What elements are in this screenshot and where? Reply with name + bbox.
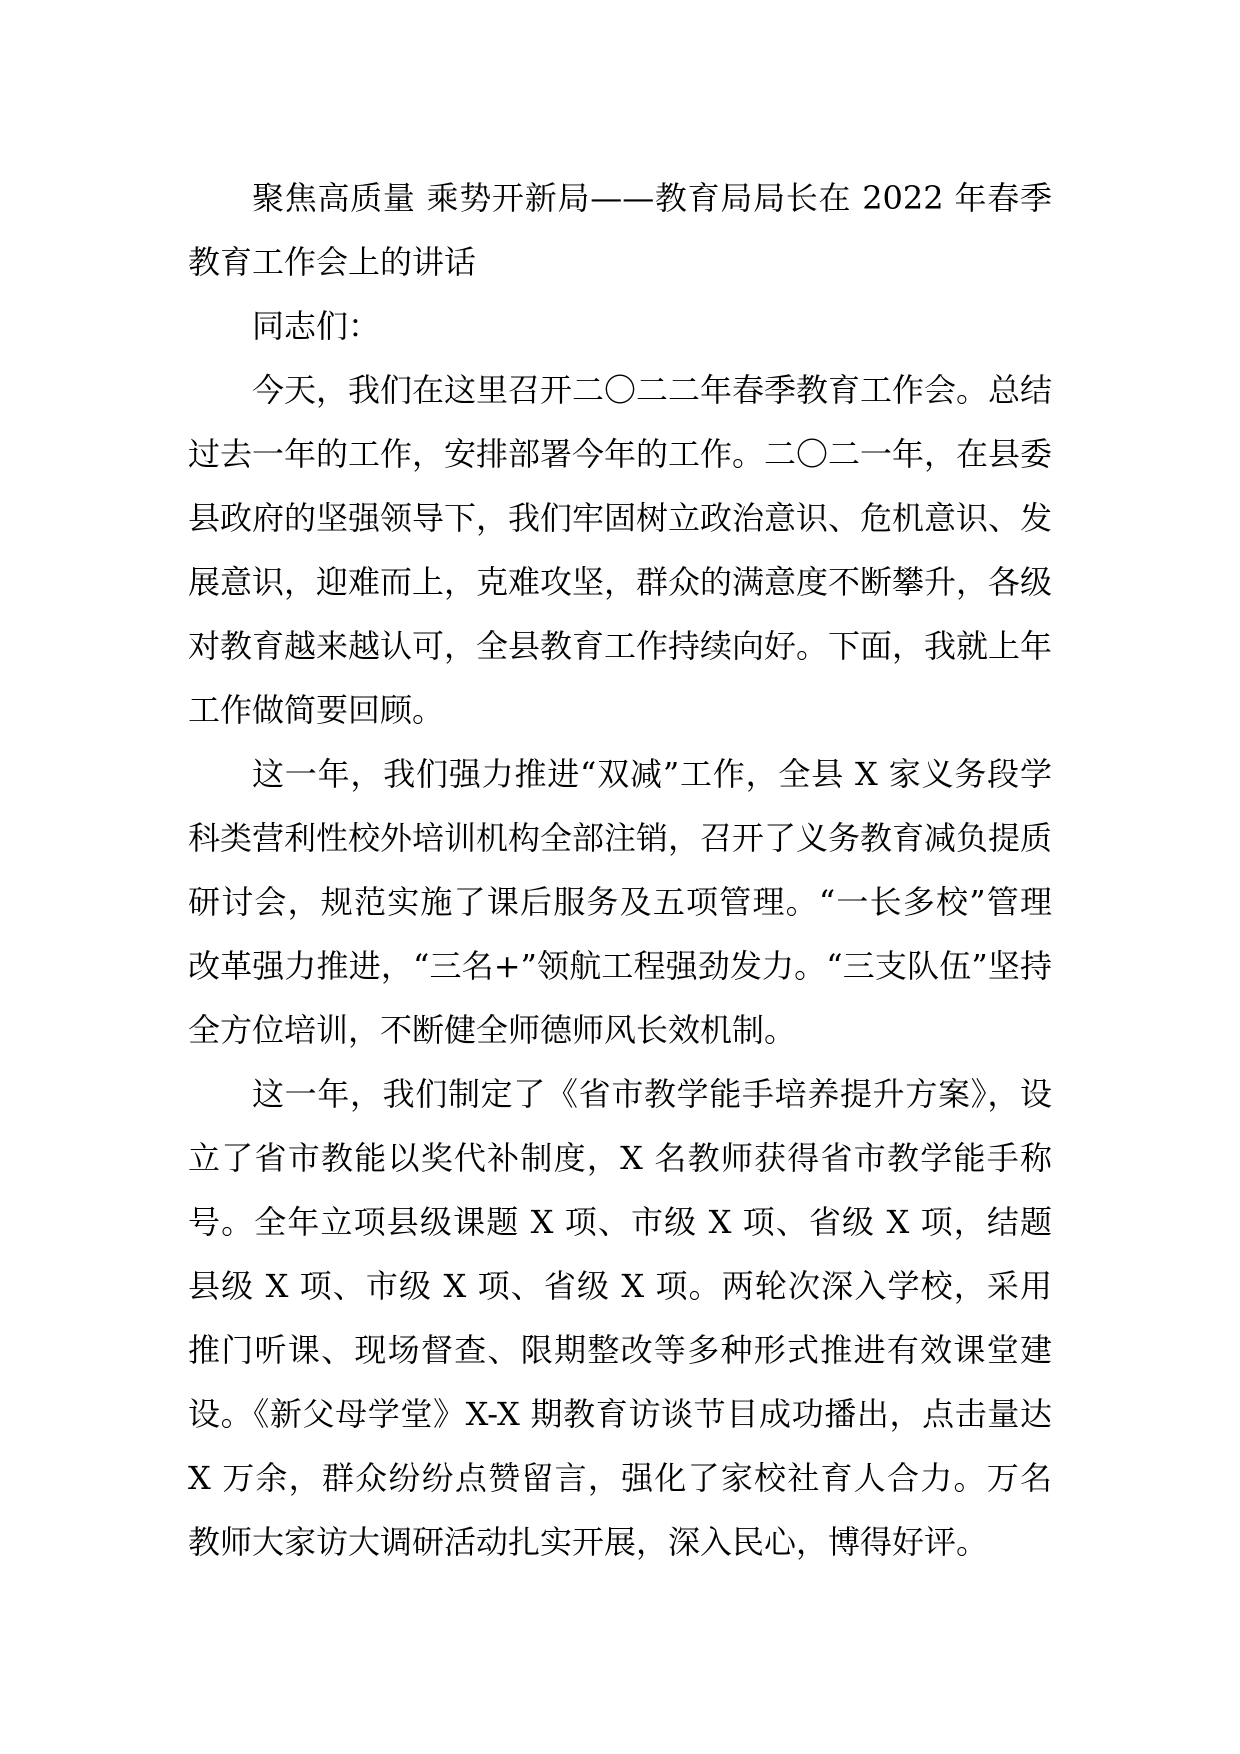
paragraph-1: 今天，我们在这里召开二〇二二年春季教育工作会。总结过去一年的工作，安排部署今年的工作。二〇二一年，在县委县政府的坚强领导下，我们牢固树立政治意识、危机意识、发展意识，迎难而上，克难攻坚，群众的满意度不断攀升，各级对教育越来越认可，全县教育工作持续向好。下面，我就上年工作做简要回顾。 (188, 371, 1053, 729)
speech-title: 聚焦高质量 乘势开新局——教育局局长在 2022 年春季教育工作会上的讲话 (188, 179, 1052, 281)
paragraph-2: 这一年，我们强力推进“双减”工作，全县 X 家义务段学科类营利性校外培训机构全部注销，召开了义务教育减负提质研讨会，规范实施了课后服务及五项管理。“一长多校”管理改革强力推进，“三名+”领航工程强劲发力。“三支队伍”坚持全方位培训，不断健全师德师风长效机制。 (188, 755, 1053, 1049)
salutation: 同志们： (252, 307, 381, 345)
document-body (188, 166, 1052, 1574)
paragraph-3: 这一年，我们制定了《省市教学能手培养提升方案》，设立了省市教能以奖代补制度，X 名教师获得省市教学能手称号。全年立项县级课题 X 项、市级 X 项、省级 X 项，结题县级 X 项、市级 X 项、省级 X 项。两轮次深入学校，采用推门听课、现场督查、限期整改等多种形式推进有效课堂建设。《新父母学堂》X-X 期教育访谈节目成功播出，点击量达 X 万余，群众纷纷点赞留言，强化了家校社育人合力。万名教师大家访大调研活动扎实开展，深入民心，博得好评。 (188, 1075, 1052, 1561)
